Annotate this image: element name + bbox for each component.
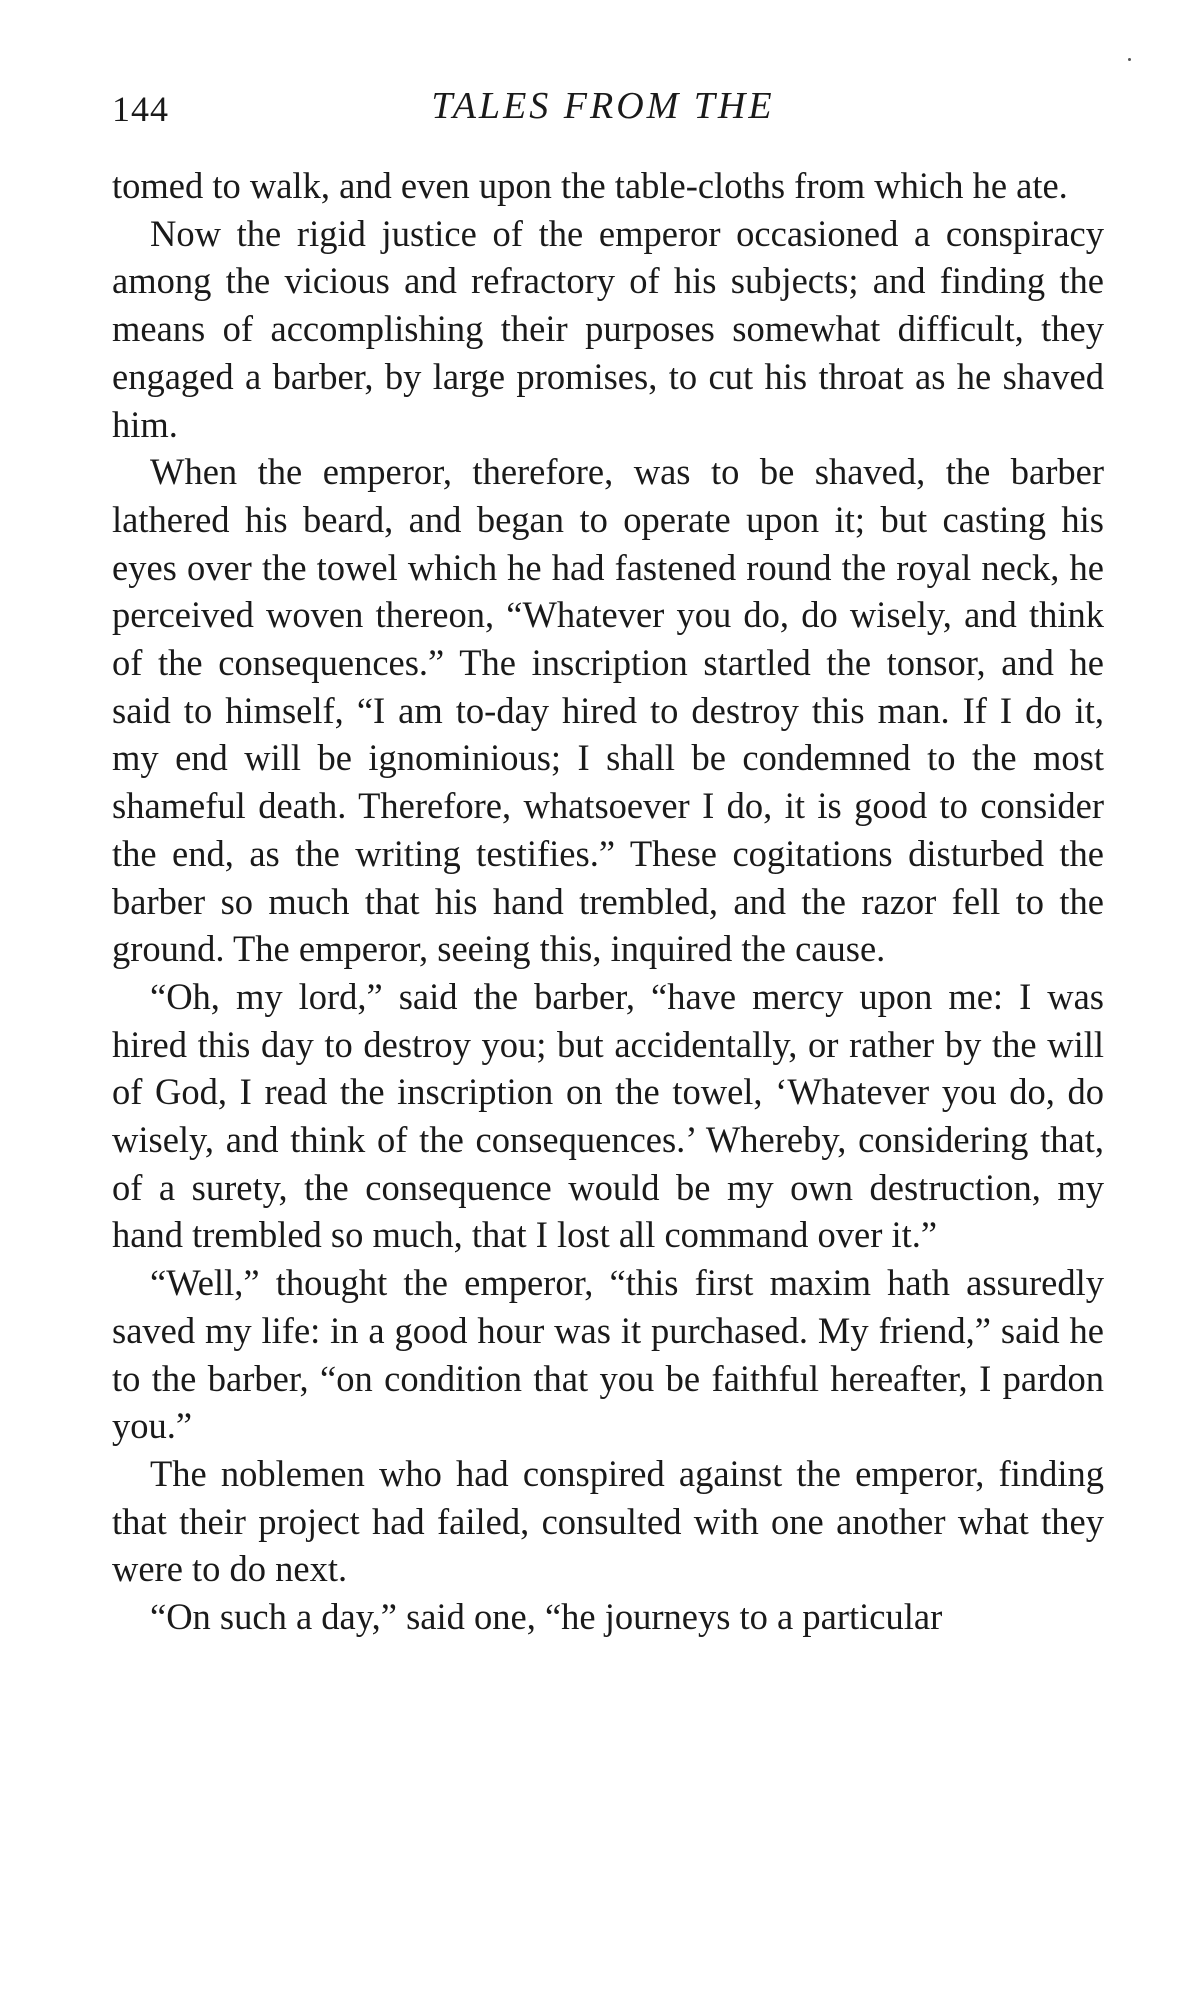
- running-head: [108, 80, 1098, 140]
- paragraph-noblemen: The noblemen who had conspired against the emperor, finding that their project had failed, consulted with one another what they were to do next.: [112, 1452, 1104, 1590]
- body-text: [112, 162, 1104, 1641]
- print-speck: [1128, 58, 1131, 61]
- paragraph-barber-shaving: When the emperor, therefore, was to be shaved, the barber lathered his beard, and began to operate upon it; but casting his eyes over the towel which he had fastened round the royal neck, he perceived woven thereon, “Whatever you do, do wisely, and think of the consequences.” The inscription startled the tonsor, and he said to himself, “I am to-day hired to destroy this man. If I do it, my end will be ignominious; I shall be condemned to the most shameful death. Therefore, whatsoever I do, it is good to consider the end, as the writing testifies.” These cogitations disturbed the barber so much that his hand trembled, and the razor fell to the ground. The emperor, seeing this, inquired the cause.: [112, 451, 1104, 970]
- paragraph-barber-confession: “Oh, my lord,” said the barber, “have mercy upon me: I was hired this day to destroy you; but accidentally, or rather by the will of God, I read the inscription on the towel, ‘Whatever you do, do wisely, and think of the consequences.’ Whereby, considering that, of a surety, the consequence would be my own destruction, my hand trembled so much, that I lost all command over it.”: [112, 975, 1104, 1256]
- paragraph-conspiracy: Now the rigid justice of the emperor occasioned a conspiracy among the vicious and refractory of his subjects; and finding the means of accomplishing their purposes somewhat difficult, they engaged a barber, by large promises, to cut his throat as he shaved him.: [112, 212, 1104, 445]
- paragraph-emperor-pardon: “Well,” thought the emperor, “this first maxim hath assuredly saved my life: in a good hour was it purchased. My friend,” said he to the barber, “on condition that you be faithful hereafter, I pardon you.”: [112, 1262, 1104, 1447]
- paragraph-journey: “On such a day,” said one, “he journeys to a particular: [150, 1596, 943, 1638]
- paragraph-continued: tomed to walk, and even upon the table-cloths from which he ate.: [112, 165, 1068, 206]
- page-number: 144: [112, 89, 169, 129]
- running-title: TALES FROM THE: [431, 85, 775, 127]
